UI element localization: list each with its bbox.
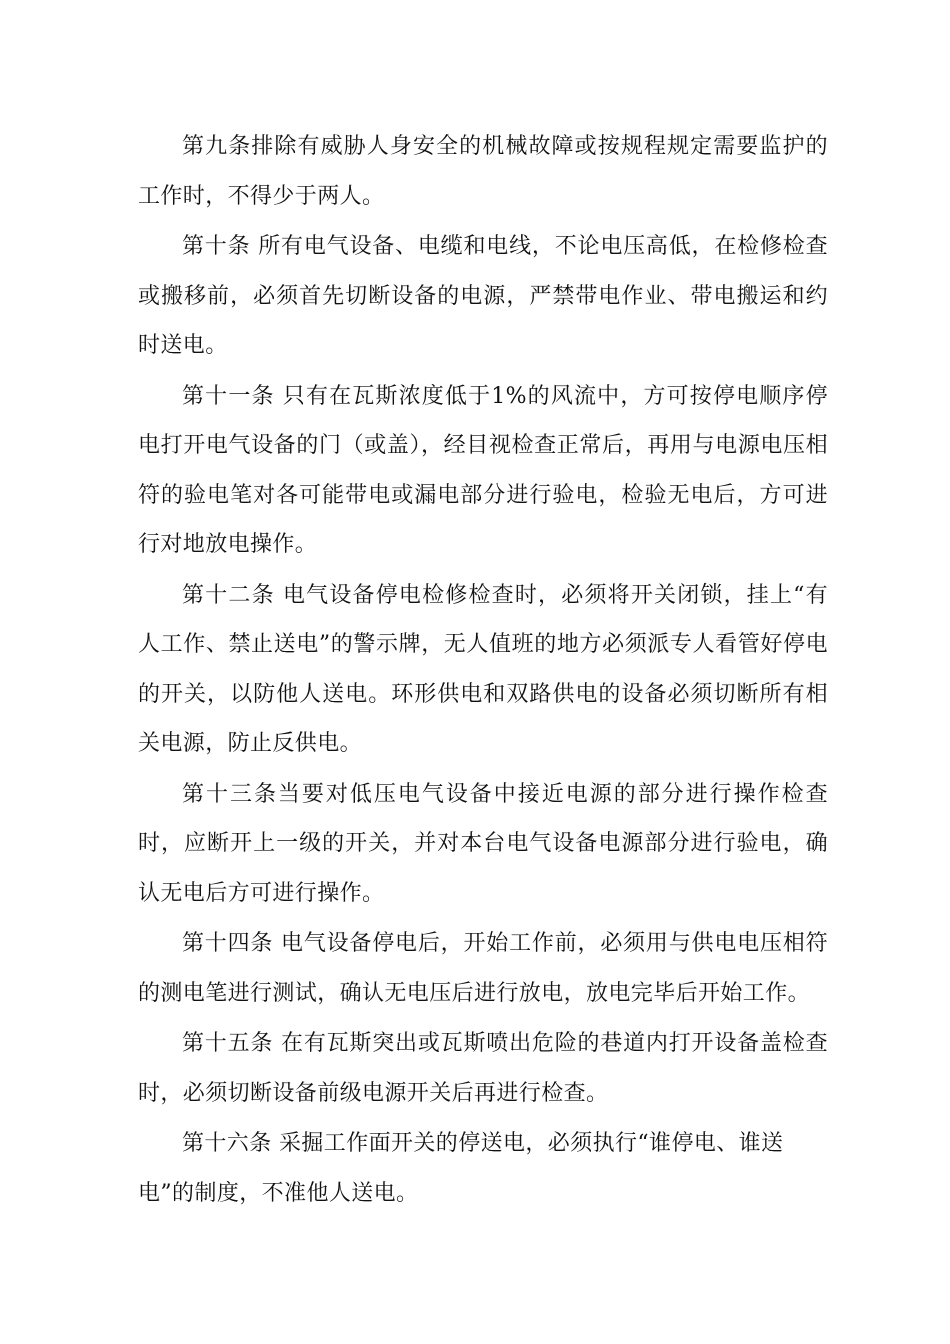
article-10-paragraph: 第十条 所有电气设备、电缆和电线，不论电压高低，在检修检查或搬移前，必须首先切断设备的电源，严禁带电作业、带电搬运和约时送电。 bbox=[138, 234, 828, 358]
article-12-paragraph: 第十二条 电气设备停电检修检查时，必须将开关闭锁，挂上“有人工作、禁止送电”的警示牌，无人值班的地方必须派专人看管好停电的开关，以防他人送电。环形供电和双路供电的设备必须切断所有相关电源，防止反供电。 bbox=[138, 582, 828, 756]
article-14-paragraph: 第十四条 电气设备停电后，开始工作前，必须用与供电电压相符的测电笔进行测试，确认无电压后进行放电，放电完毕后开始工作。 bbox=[138, 931, 828, 1006]
document-body bbox=[138, 122, 828, 1218]
article-16-paragraph: 第十六条 采掘工作面开关的停送电，必须执行“谁停电、谁送电”的制度，不准他人送电。 bbox=[138, 1131, 784, 1206]
article-9-paragraph: 第九条排除有威胁人身安全的机械故障或按规程规定需要监护的工作时，不得少于两人。 bbox=[138, 134, 828, 209]
article-11-paragraph: 第十一条 只有在瓦斯浓度低于1%的风流中，方可按停电顺序停电打开电气设备的门（或盖），经目视检查正常后，再用与电源电压相符的验电笔对各可能带电或漏电部分进行验电，检验无电后，方可进行对地放电操作。 bbox=[138, 383, 828, 557]
article-15-paragraph: 第十五条 在有瓦斯突出或瓦斯喷出危险的巷道内打开设备盖检查时，必须切断设备前级电源开关后再进行检查。 bbox=[138, 1031, 828, 1106]
article-13-paragraph: 第十三条当要对低压电气设备中接近电源的部分进行操作检查时，应断开上一级的开关，并对本台电气设备电源部分进行验电，确认无电后方可进行操作。 bbox=[138, 781, 828, 906]
